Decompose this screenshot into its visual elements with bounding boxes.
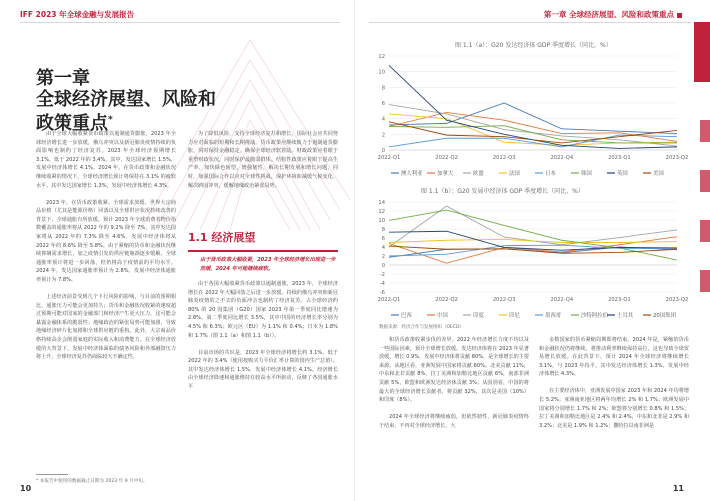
y-tick-label: 4 [381,245,385,251]
y-tick-label: 12 [378,209,385,215]
footnote: * 本报告中使用的数据截止日期为 2023 年 9 月中旬。 [36,479,148,484]
series-line-5 [389,210,677,260]
legend-entry: 美国 [653,171,664,177]
chart-source: 数据来源：经济合作与发展组织（OECD） [379,325,464,330]
paragraph: 和货币政策收紧步伐的差异。2022 年经济增长力度不均以及一些国际因素，预计全球增长放缓，发达经济体将在 2023 年显著放缓，增长 0.9%，发展中经济体将贡献 80%，是全球增长的主要来源。从地区看，亚洲发展中国家将贡献 60%。北美贡献 11%，中东和北非贡献 8%，拉丁美洲和加勒比地区贡献 6%，南部非洲贡献 5%，欧盟和欧洲发达经济体贡献 3%；从国别看，中国的将最大的全球经济增长贡献者，将贡献 32%，其次是美国（10%）和印度（8%）。 [379,337,529,404]
x-tick-label: 2022-Q3 [492,297,516,303]
right-text-column-bottom [188,280,338,400]
x-tick-label: 2022-Q1 [377,155,401,161]
y-tick-label: 10 [378,69,385,76]
paragraph: 2024 年全球经济将继续疲弱，但依然韧性，新冠肺炎疫情终于结束，不再对全球经济增长，大 [379,414,529,429]
x-tick-label: 2022-Q4 [550,297,574,303]
x-tick-label: 2022-Q1 [377,297,401,303]
page-number-left: 10 [20,484,32,493]
y-tick-label: -2 [379,272,385,278]
running-header-left: IFF 2023 年全球金融与发展报告 [20,10,135,19]
right-text-column-top [188,130,338,199]
section-title-bar [188,250,338,252]
paragraph: 在主要经济体中，亚洲发展中国家 2023 年和 2024 年均将增长 5.2%；亚洲南亚地区将两年均增长 2% 和 1.7%；欧洲发展中国家将分别增长 1.7% 和 2%；欧盟将分别增长 0.8% 和 1.5%；拉丁美洲和加勒比地区是 2.4% 和 2.4%，中东和北非是 2.9% 和 3.2%；北美是 1.9% 和 1.2%；撒哈拉以南非洲是 [539,388,689,429]
y-tick-label: 6 [381,236,385,242]
footnote-rule [36,474,68,475]
legend-entry: 土耳其 [617,313,634,319]
legend-entry: 法国 [509,171,520,177]
header-rule [20,22,340,23]
chart-b-title: 图 1.1（b）：G20 发展中经济体 GDP 季度增长（同比，%） [421,188,584,195]
paragraph: 目前市场的共识是，2023 年全球经济将增长约 3.1%，低于 2022 年的 3.4%（使用按购买力平价汇率计算的国内生产总值）。其中发达经济体增长 1.5%，发展中经济体增长 4.1%。经济增长由全球经济降速和通胀维持在较高水平所驱动，反映了各国通胀水平 [188,349,338,391]
legend-entry: 中国 [437,313,448,319]
y-tick-label: 8 [381,85,385,92]
y-tick-label: 6 [381,101,385,107]
legend-entry: 澳大利亚 [401,171,423,177]
chart-a [365,50,689,180]
legend-entry: 印度 [473,313,484,319]
section-highlight: 由于货币政策大幅收紧，2023 年全球经济增长出现进一步放缓，2024 年可能继续疲软。 [200,257,336,272]
legend-entry: 欧盟 [473,171,484,177]
x-tick-label: 2023-Q1 [608,297,631,303]
y-tick-label: 2 [381,254,385,260]
legend-entry: 印尼 [509,313,520,319]
y-tick-label: 8 [381,227,385,233]
chapter-title-line-1: 全球经济展望、风险和 [36,89,216,110]
right-page-column-1 [379,336,529,439]
paragraph: 上述经济前景受到几个下行风险的影响，与目前的预期相比，通胀压力可能会更加持久；货币和金融状况收紧的速度超过预期可能对国家的金融部门和经济产生更大压力，这可能会暴露金融体系的脆弱性；地缘政治的紧张局势可能加剧，导致地缘经济碎片化加剧和全球供应链的重构。此外，大宗商品价格持续高企会削弱家庭的实际收入和消费能力。在全球经济放缓的大背景下，发展中经济体面临的债务风险和外部融资压力将上升，全球经济复苏仍面临较大不确定性。 [36,294,176,361]
legend-entry: 韩国 [581,171,592,177]
header-rule [369,22,691,23]
section-title: 1.1 经济展望 [188,231,256,244]
series-line-3 [389,239,677,242]
chapter-title [36,68,216,134]
legend-entry: 20国集团 [653,313,677,319]
x-tick-label: 2022-Q4 [550,155,574,161]
y-tick-label: 12 [378,54,385,60]
legend-entry: 墨西哥 [545,313,562,319]
y-tick-label: 2 [381,132,385,139]
y-tick-label: 10 [378,218,385,224]
right-page-column-2 [539,336,689,439]
legend-entry: 沙特阿拉伯 [581,313,608,319]
paragraph: 多数国家的货币紧缩周期即将结束。2024 年是，紧缩的货币和金融状况仍将继续，将推动利率继续保持高位，这也导致全球贸易增长放缓。在此背景下，预计 2024 年全球经济将继续增长 3.1%，与 2023 年持平，其中发达经济体增长 1.3%，发展中经济体增长 4.3%。 [539,337,689,378]
legend-entry: 日本 [545,171,556,177]
side-tab-marker [700,170,710,192]
series-line-0 [389,103,677,134]
y-tick-label: -6 [379,290,385,296]
right-page [355,0,710,501]
paragraph: 由于各国大幅收紧货币政策以遏制通胀，2023 年，全球经济增长在 2022 年大幅回落之后进一步放缓。持续的俄乌冲突和新冠肺炎疫情的之不去的负面冲击也制约了经济复苏。占全球经济约 80% 的 20 国集团（G20）国家 2023 年第一季度同比增速为 2.8%，第二季度同比增长 3.5%，其中中国的经济增长率分别为 4.5% 和 6.3%；欧元区（EU）为 1.1% 和 0.4%；日本为 1.8% 和 1.7%（图 1.1（a）和图 1.1（b））。 [188,281,338,339]
side-tab-marker [700,270,710,292]
page-number-right: 11 [672,484,684,493]
y-tick-label: 4 [381,116,385,123]
side-tab-marker [700,120,710,142]
x-tick-label: 2022-Q2 [435,297,458,303]
left-text-column [36,130,176,370]
y-tick-label: 0 [381,263,385,269]
x-tick-label: 2023-Q2 [665,297,689,303]
x-tick-label: 2022-Q3 [492,155,516,161]
series-line-6 [389,65,677,148]
y-tick-label: 0 [381,148,385,154]
paragraph: 2023 年，在货币政策收紧、全球需求放缓、世界大宗商品价格（尤其是能源价格）回落以及全球供应状况持续改善的背景下，全球通胀有所放缓。预计 2023 年全球消费者物价指数覆盖的通胀率将从 2022 年的 9.2% 降至 7%，其中发达国家将从 2022 年的 7.3% 降至 4.6%，发展中经济体将从 2022 年的 8.6% 降至 5.8%。由于紧缩的货币和金融状况继续抑制需求增长，加之疫情引发的供应链瓶颈逐步缓解，全球通胀率预计将进一步回落，但仍将高于疫情前的平均水平。2024 年，发达国家通胀率预计为 2.8%，发展中经济体通胀率预计为 7.8%。 [36,199,176,283]
legend-entry: 加拿大 [437,171,454,177]
x-tick-label: 2023-Q1 [608,155,631,161]
chapter-side-tab [694,22,710,82]
legend-entry: 英国 [617,171,628,177]
paragraph: 由于全球大幅收紧货币政策以遏制通货膨胀，2023 年全球经济增长进一步放缓，俄乌冲突以及新冠肺炎疫情持续的负面影响也制约了经济复苏。2023 年全球经济预期增长 3.1%，低于 2022 年的 3.4%。其中，发达国家增长 1.5%，发展中经济体增长 4.1%。2024 年，在货币政策和金融状况继续收紧的情况下，全球经济增长预计将保持在 3.1% 的疲软水平，其中发达国家增长 1.3%，发展中经济体增长 4.3%。 [36,131,176,189]
chapter-title-line-2: 政策重点* [36,113,113,134]
x-tick-label: 2022-Q2 [435,155,458,161]
running-header-right: 第一章 全球经济展望、风险和政策重点 [544,9,682,20]
side-tab-marker [700,220,710,242]
y-tick-label: -4 [379,281,385,287]
chapter-number: 第一章 [36,68,90,89]
paragraph: 为了降低风险、支持全球经济复苏和增长，国际社会应共同努力应对面临的短期和长期挑战。货币政策应继续致力于遏制通货膨胀，同时保持金融稳定。确保全球经济软着陆。财政政策应着眼于重塑财政状况，同时保护最脆弱群体。结构性政策应着眼于提高生产率、加快绿色转型、增强韧性，解决长期发展和增长问题，同时，加强国际合作以应对全球性挑战。保护环境和减缓气候变化、解决跨国冲突、缓解地缘政治紧张局势。 [188,131,338,189]
chart-b [365,196,689,322]
footnote-mark: * [108,115,113,125]
x-tick-label: 2023-Q2 [665,155,689,161]
y-tick-label: 14 [378,200,385,206]
chart-a-title: 图 1.1（a）：G20 发达经济体 GDP 季度增长（同比，%） [455,42,612,49]
legend-entry: 巴西 [401,313,412,319]
